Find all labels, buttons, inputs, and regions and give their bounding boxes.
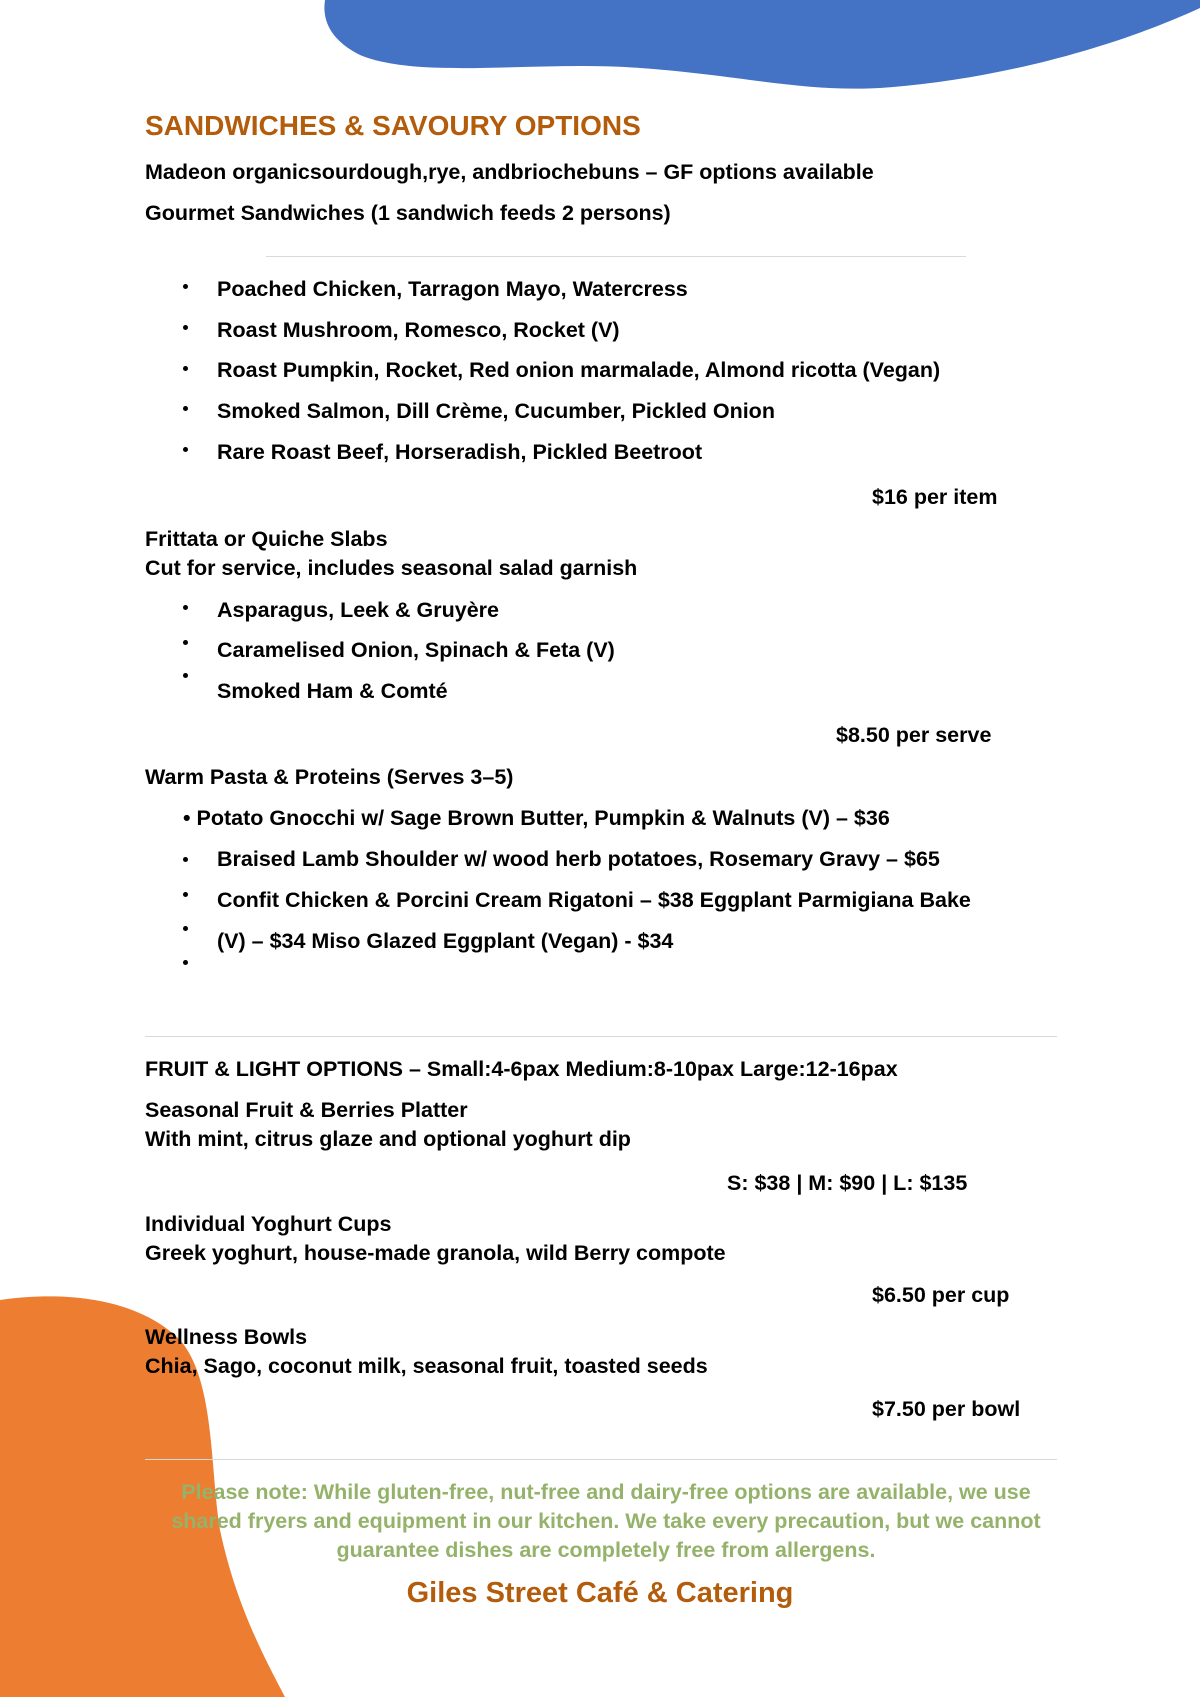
list-item: Rare Roast Beef, Horseradish, Pickled Beetroot [217, 440, 703, 464]
bullet [183, 640, 188, 645]
blue-wave-shape [324, 0, 1200, 89]
bowls-description: Chia, Sago, coconut milk, seasonal fruit, toasted seeds [145, 1354, 708, 1378]
bullet [183, 605, 188, 610]
allergen-note-line: shared fryers and equipment in our kitchen. We take every precaution, but we cannot [171, 1509, 1041, 1533]
list-item: Caramelised Onion, Spinach & Feta (V) [217, 638, 615, 662]
bullet [183, 284, 188, 289]
frittata-description: Cut for service, includes seasonal salad garnish [145, 556, 638, 580]
platter-title: Seasonal Fruit & Berries Platter [145, 1098, 468, 1122]
bullet [183, 892, 188, 897]
sandwich-price: $16 per item [872, 485, 998, 509]
bullet [183, 673, 188, 678]
allergen-note-line: Please note: While gluten-free, nut-free and dairy-free options are available, we use [181, 1480, 1031, 1504]
list-item: Poached Chicken, Tarragon Mayo, Watercress [217, 277, 688, 301]
brand-name: Giles Street Café & Catering [406, 1577, 794, 1609]
sandwich-serving-info: Gourmet Sandwiches (1 sandwich feeds 2 persons) [145, 201, 671, 225]
list-item: Roast Pumpkin, Rocket, Red onion marmalade, Almond ricotta (Vegan) [217, 358, 941, 382]
bullet [183, 366, 188, 371]
list-item: (V) – $34 Miso Glazed Eggplant (Vegan) - $34 [217, 929, 674, 953]
bullet [183, 325, 188, 330]
frittata-price: $8.50 per serve [836, 723, 992, 747]
bowls-price: $7.50 per bowl [872, 1397, 1021, 1421]
bread-info: Madeon organicsourdough,rye, andbriochebuns – GF options available [145, 160, 874, 184]
divider [145, 1459, 1057, 1460]
list-item: Braised Lamb Shoulder w/ wood herb potatoes, Rosemary Gravy – $65 [217, 847, 940, 871]
list-item: Roast Mushroom, Romesco, Rocket (V) [217, 318, 620, 342]
bullet [183, 447, 188, 452]
list-item: Smoked Salmon, Dill Crème, Cucumber, Pickled Onion [217, 399, 775, 423]
platter-price: S: $38 | M: $90 | L: $135 [727, 1171, 968, 1195]
divider [145, 1036, 1057, 1037]
allergen-note-line: guarantee dishes are completely free from allergens. [336, 1538, 876, 1562]
yoghurt-price: $6.50 per cup [872, 1283, 1010, 1307]
yoghurt-description: Greek yoghurt, house-made granola, wild Berry compote [145, 1241, 726, 1265]
list-item: Smoked Ham & Comté [217, 679, 448, 703]
bowls-title: Wellness Bowls [145, 1325, 308, 1349]
pasta-title: Warm Pasta & Proteins (Serves 3–5) [145, 765, 514, 789]
list-item: Asparagus, Leek & Gruyère [217, 598, 500, 622]
bullet [183, 406, 188, 411]
bullet [183, 857, 188, 862]
bullet [183, 926, 188, 931]
platter-description: With mint, citrus glaze and optional yoghurt dip [145, 1127, 631, 1151]
frittata-title: Frittata or Quiche Slabs [145, 527, 388, 551]
list-item: • Potato Gnocchi w/ Sage Brown Butter, Pumpkin & Walnuts (V) – $36 [183, 806, 890, 830]
list-item: Confit Chicken & Porcini Cream Rigatoni – $38 Eggplant Parmigiana Bake [217, 888, 971, 912]
section-heading-sandwiches: SANDWICHES & SAVOURY OPTIONS [145, 110, 641, 141]
yoghurt-title: Individual Yoghurt Cups [145, 1212, 392, 1236]
divider [266, 256, 966, 257]
section-heading-fruit: FRUIT & LIGHT OPTIONS – Small:4-6pax Medium:8-10pax Large:12-16pax [145, 1057, 898, 1081]
bullet [183, 960, 188, 965]
